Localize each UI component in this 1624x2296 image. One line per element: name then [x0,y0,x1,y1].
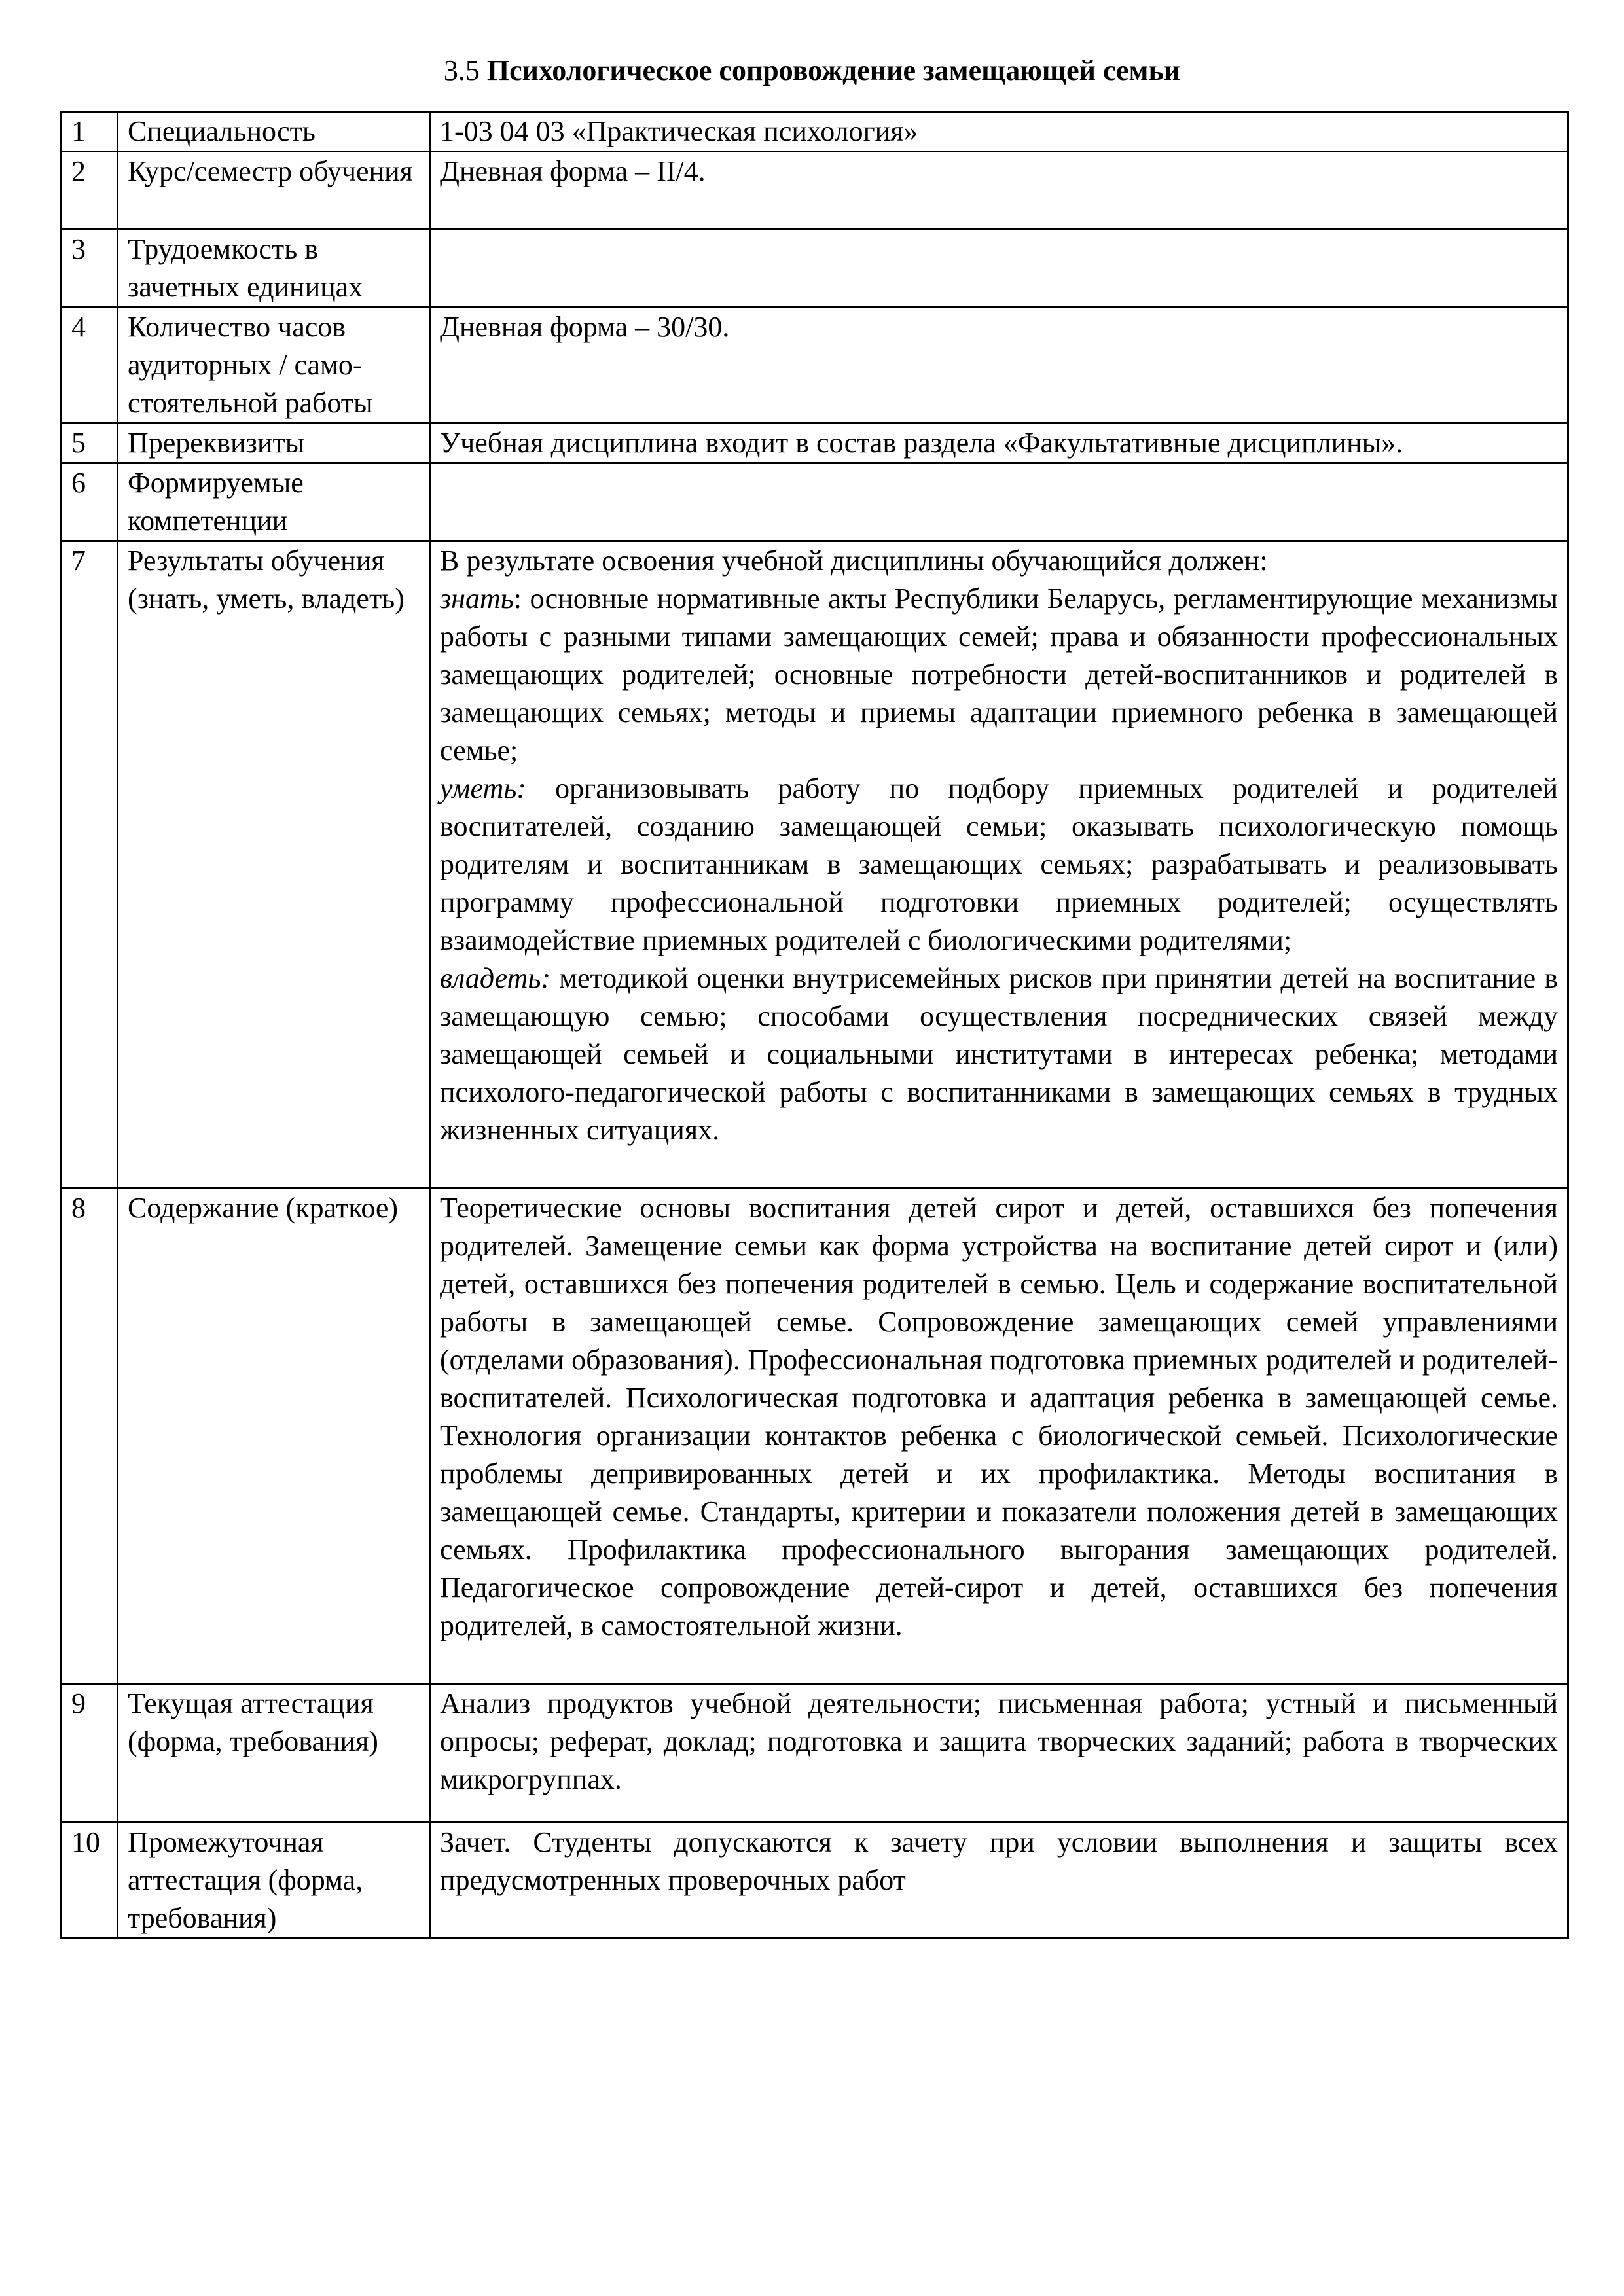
discipline-card-table [60,111,1569,1939]
outcomes-can [440,770,1558,960]
row-number: 6 [62,463,118,541]
row-label: Специальность [118,112,430,152]
section-number: 3.5 [443,54,480,86]
table-row [62,230,1568,308]
row-number: 10 [62,1823,118,1939]
row-label: Содержание (краткое) [118,1189,430,1684]
row-number: 5 [62,423,118,463]
table-row [62,152,1568,230]
row-number: 2 [62,152,118,230]
row-value: Анализ продуктов учебной деятельности; письменная работа; устный и письменный опросы; реферат, доклад; подготовка и защита творческих заданий; работа в творческих микрогруппах. [430,1684,1568,1823]
table-row [62,1189,1568,1684]
can-text: организовывать работу по подбору приемных родителей и родителей воспитателей, созданию замещающей семьи; оказывать психологическую помощь родителям и воспитанникам в замещающих семьях; разрабатывать и реализовывать программу профессиональной подготовки приемных родителей; осуществлять взаимодействие приемных родителей с биологическими родителями; [440,772,1558,956]
row-number: 1 [62,112,118,152]
learning-outcomes [430,541,1568,1189]
row-value [430,230,1568,308]
row-label: Курс/семестр обучения [118,152,430,230]
row-label: Пререквизиты [118,423,430,463]
know-term: знать [440,583,514,615]
table-row [62,1823,1568,1939]
row-value [430,463,1568,541]
row-label: Результаты обучения (знать, уметь, владеть) [118,541,430,1189]
outcomes-own [440,960,1558,1149]
row-number: 9 [62,1684,118,1823]
own-text: методикой оценки внутрисемейных рисков при принятии детей на воспитание в замещающую семью; способами осуществления посреднических связей между замещающей семьей и социальными институтами в интересах ребенка; методами психолого-педагогической работы с воспитанниками в замещающих семьях в трудных жизненных ситуациях. [440,962,1558,1146]
row-label: Промежуточная аттестация (форма, требования) [118,1823,430,1939]
document-title [0,51,1624,90]
table-row [62,541,1568,1189]
row-value: Теоретические основы воспитания детей сирот и детей, оставшихся без попечения родителей. Замещение семьи как форма устройства на воспитание детей сирот и (или) детей, оставшихся без попечения родителей в семью. Цель и содержание воспитательной работы в замещающей семье. Сопровождение замещающих семей управлениями (отделами образования). Профессиональная подготовка приемных родителей и родителей-воспитателей. Психологическая подготовка и адаптация ребенка в замещающей семье. Технология организации контактов ребенка с биологической семьей. Психологические проблемы депривированных детей и их профилактика. Методы воспитания в замещающей семье. Стандарты, критерии и показатели положения детей в замещающих семьях. Профилактика профессионального выгорания замещающих родителей. Педагогическое сопровождение детей-сирот и детей, оставшихся без попечения родителей, в самостоятельной жизни. [430,1189,1568,1684]
row-number: 3 [62,230,118,308]
row-number: 7 [62,541,118,1189]
know-text: : основные нормативные акты Республики Беларусь, регламентирующие механизмы работы с разными типами замещающих семей; права и обязанности профессиональных замещающих родителей; основные потребности детей-воспитанников и родителей в замещающих семьях; методы и приемы адаптации приемного ребенка в замещающей семье; [440,583,1558,766]
row-label: Количество часов аудиторных / само-стоятельной работы [118,308,430,423]
row-number: 4 [62,308,118,423]
table-row [62,463,1568,541]
row-value: Зачет. Студенты допускаются к зачету при условии выполнения и защиты всех предусмотренных проверочных работ [430,1823,1568,1939]
row-value: Учебная дисциплина входит в состав раздела «Факультативные дисциплины». [430,423,1568,463]
outcomes-intro: В результате освоения учебной дисциплины обучающийся должен: [440,545,1268,577]
own-term: владеть: [440,962,551,994]
table-row [62,112,1568,152]
row-label: Формируемые компетенции [118,463,430,541]
row-label: Трудоемкость в зачетных единицах [118,230,430,308]
row-value: 1-03 04 03 «Практическая психология» [430,112,1568,152]
section-title: Психологическое сопровождение замещающей семьи [486,54,1181,86]
outcomes-know [440,580,1558,770]
table-row [62,423,1568,463]
row-label: Текущая аттестация (форма, требования) [118,1684,430,1823]
can-term: уметь: [440,772,526,804]
table-row [62,308,1568,423]
table-row [62,1684,1568,1823]
row-value: Дневная форма – II/4. [430,152,1568,230]
row-value: Дневная форма – 30/30. [430,308,1568,423]
row-number: 8 [62,1189,118,1684]
